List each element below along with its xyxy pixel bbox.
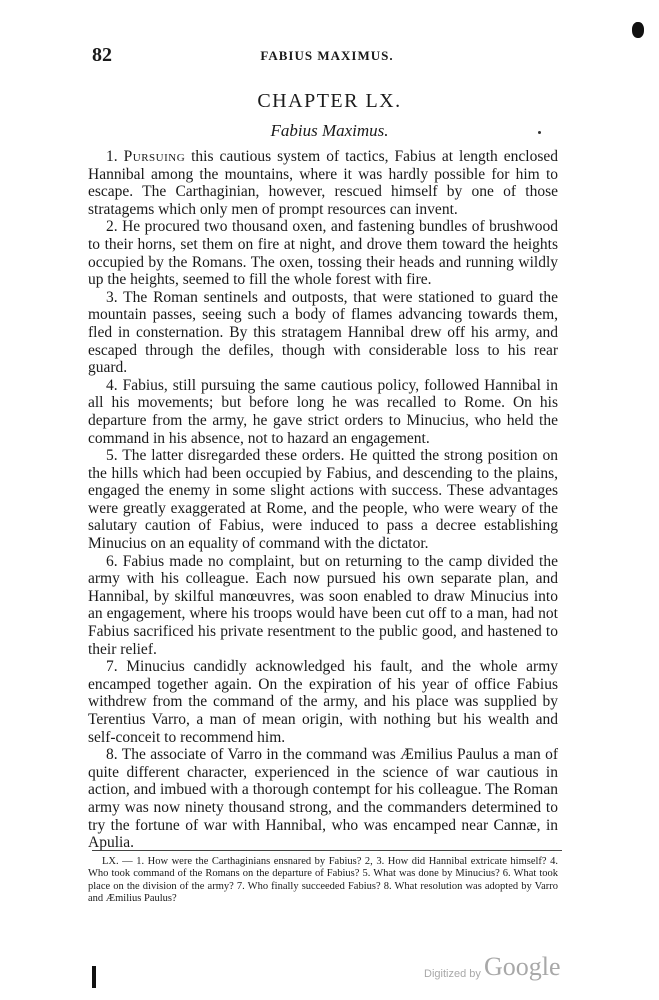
paragraph-3: 3. The Roman sentinels and outposts, that were stationed to guard the mountain passes, seeing such a body of flames advancing towards them, fled in consternation. By this stratagem Hannibal drew off his army, and escaped through the defiles, though with considerable loss to his rear guard. xyxy=(88,288,558,377)
paragraph-2: 2. He procured two thousand oxen, and fastening bundles of brushwood to their horns, set them on fire at night, and drove them toward the heights occupied by the Romans. The oxen, tossing their heads and running wildly up the heights, seemed to fill the whole forest with fire. xyxy=(88,218,558,289)
digitized-label: Digitized by xyxy=(424,968,481,980)
digitized-watermark xyxy=(424,952,584,986)
paragraph-1 xyxy=(88,148,558,218)
chapter-title: CHAPTER LX. xyxy=(257,90,402,112)
running-head xyxy=(92,44,562,66)
margin-mark xyxy=(92,966,96,988)
paragraph-8: 8. The associate of Varro in the command was Æmilius Paulus a man of quite different character, experienced in the science of war cautious in action, and imbued with a thorough contempt for his colleague. The Roman army was now ninety thousand strong, and the commanders determined to try the fortune of war with Hannibal, who was encamped near Cannæ, in Apulia. xyxy=(88,746,558,852)
paragraph-4: 4. Fabius, still pursuing the same cautious policy, followed Hannibal in all his movements; but before long he was recalled to Rome. On his departure from the army, he gave strict orders to Minucius, who held the command in his absence, not to hazard an engagement. xyxy=(88,376,558,447)
google-wordmark: Google xyxy=(484,952,561,981)
paragraph-5: 5. The latter disregarded these orders. He quitted the strong position on the hills which had been occupied by Fabius, and descending to the plains, engaged the enemy in some slight actions with success. These advantages were greatly exaggerated at Rome, and the people, who were weary of the salutary caution of Fabius, were induced to pass a decree establishing Minucius on an equality of command with the dictator. xyxy=(88,447,558,553)
paragraph-lead-word: Pursuing xyxy=(123,148,186,165)
page-number: 82 xyxy=(92,44,112,66)
paragraph-7: 7. Minucius candidly acknowledged his fault, and the whole army encamped together again. On the expiration of his year of office Fabius withdrew from the command of the army, and his place was supplied by Terentius Varro, a man of mean origin, with nothing but his wealth and self-conceit to recommend him. xyxy=(88,658,558,746)
footnote-questions xyxy=(88,856,558,906)
ink-blot-mark xyxy=(632,22,644,38)
paragraph-6: 6. Fabius made no complaint, but on returning to the camp divided the army with his colleague. Each now pursued his own separate plan, and Hannibal, by skilful manœuvres, was soon enabled to draw Minucius into an engagement, where his troops would have been cut off to a man, had not Fabius sacrificed his private resentment to the public good, and hastened to their relief. xyxy=(88,552,558,658)
footnote-text: LX. — 1. How were the Carthaginians ensnared by Fabius? 2, 3. How did Hannibal extricate himself? 4. Who took command of the Romans on the departure of Fabius? 5. What was done by Minucius? 6. What took place on the division of the army? 7. Who finally succeeded Fabius? 8. What resolution was adopted by Varro and Æmilius Paulus? xyxy=(88,856,558,905)
chapter-body xyxy=(88,148,558,852)
paragraph-text: this cautious system of tactics, Fabius at length enclosed Hannibal among the mountains, where it was hardly possible for him to escape. The Carthaginian, however, rescued himself by one of those stratagems which only men of prompt resources can invent. xyxy=(88,148,559,218)
chapter-subtitle: Fabius Maximus. xyxy=(270,121,389,140)
footnote-rule xyxy=(92,850,562,851)
print-speck xyxy=(538,131,541,134)
running-title: FABIUS MAXIMUS. xyxy=(260,48,394,63)
paragraph-number: 1. xyxy=(106,148,124,165)
